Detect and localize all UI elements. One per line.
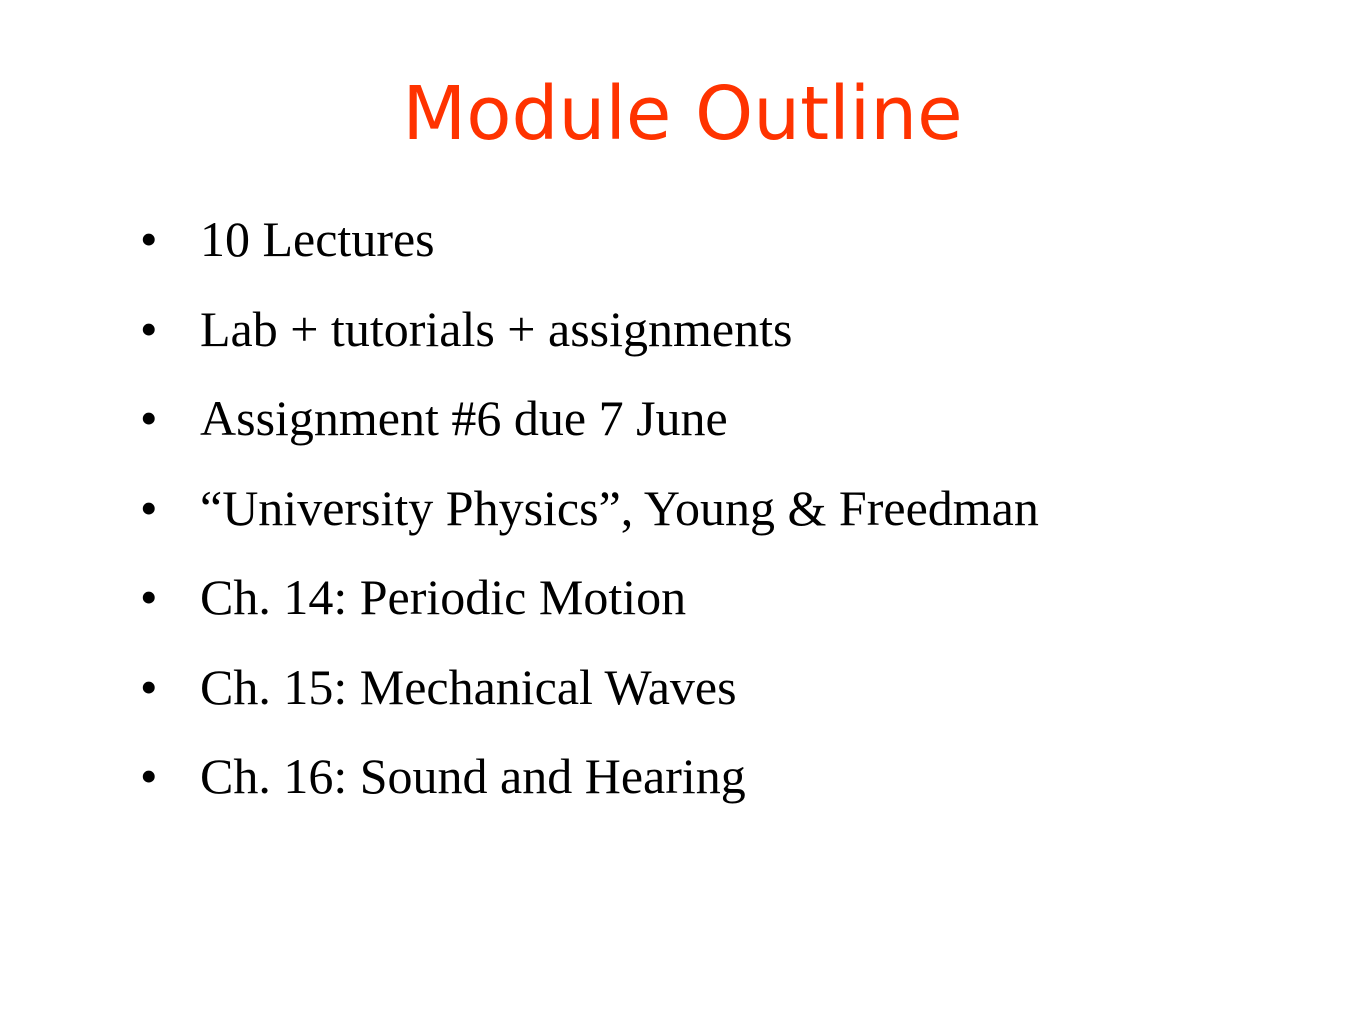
bullet-icon: • [140,658,158,715]
bullet-icon: • [140,569,158,625]
list-item-text: Ch. 14: Periodic Motion [200,569,687,625]
list-item-text: Ch. 16: Sound and Hearing [200,748,746,804]
list-item [140,747,1320,837]
list-item-text: “University Physics”, Young & Freedman [200,479,1039,536]
list-item-text: Assignment #6 due 7 June [200,390,728,446]
bullet-icon: • [140,300,158,357]
bullet-icon: • [140,211,158,267]
list-item [140,210,1320,300]
list-item [140,300,1320,390]
list-item [140,658,1320,748]
list-item-text: Lab + tutorials + assignments [200,300,793,357]
bullet-list [140,210,1320,837]
list-item-text: 10 Lectures [200,211,435,267]
list-item-text: Ch. 15: Mechanical Waves [200,658,737,715]
bullet-icon: • [140,479,158,536]
list-item [140,389,1320,479]
bullet-icon: • [140,390,158,446]
bullet-icon: • [140,748,158,804]
slide-title: Module Outline [402,71,963,157]
list-item [140,479,1320,569]
list-item [140,568,1320,658]
